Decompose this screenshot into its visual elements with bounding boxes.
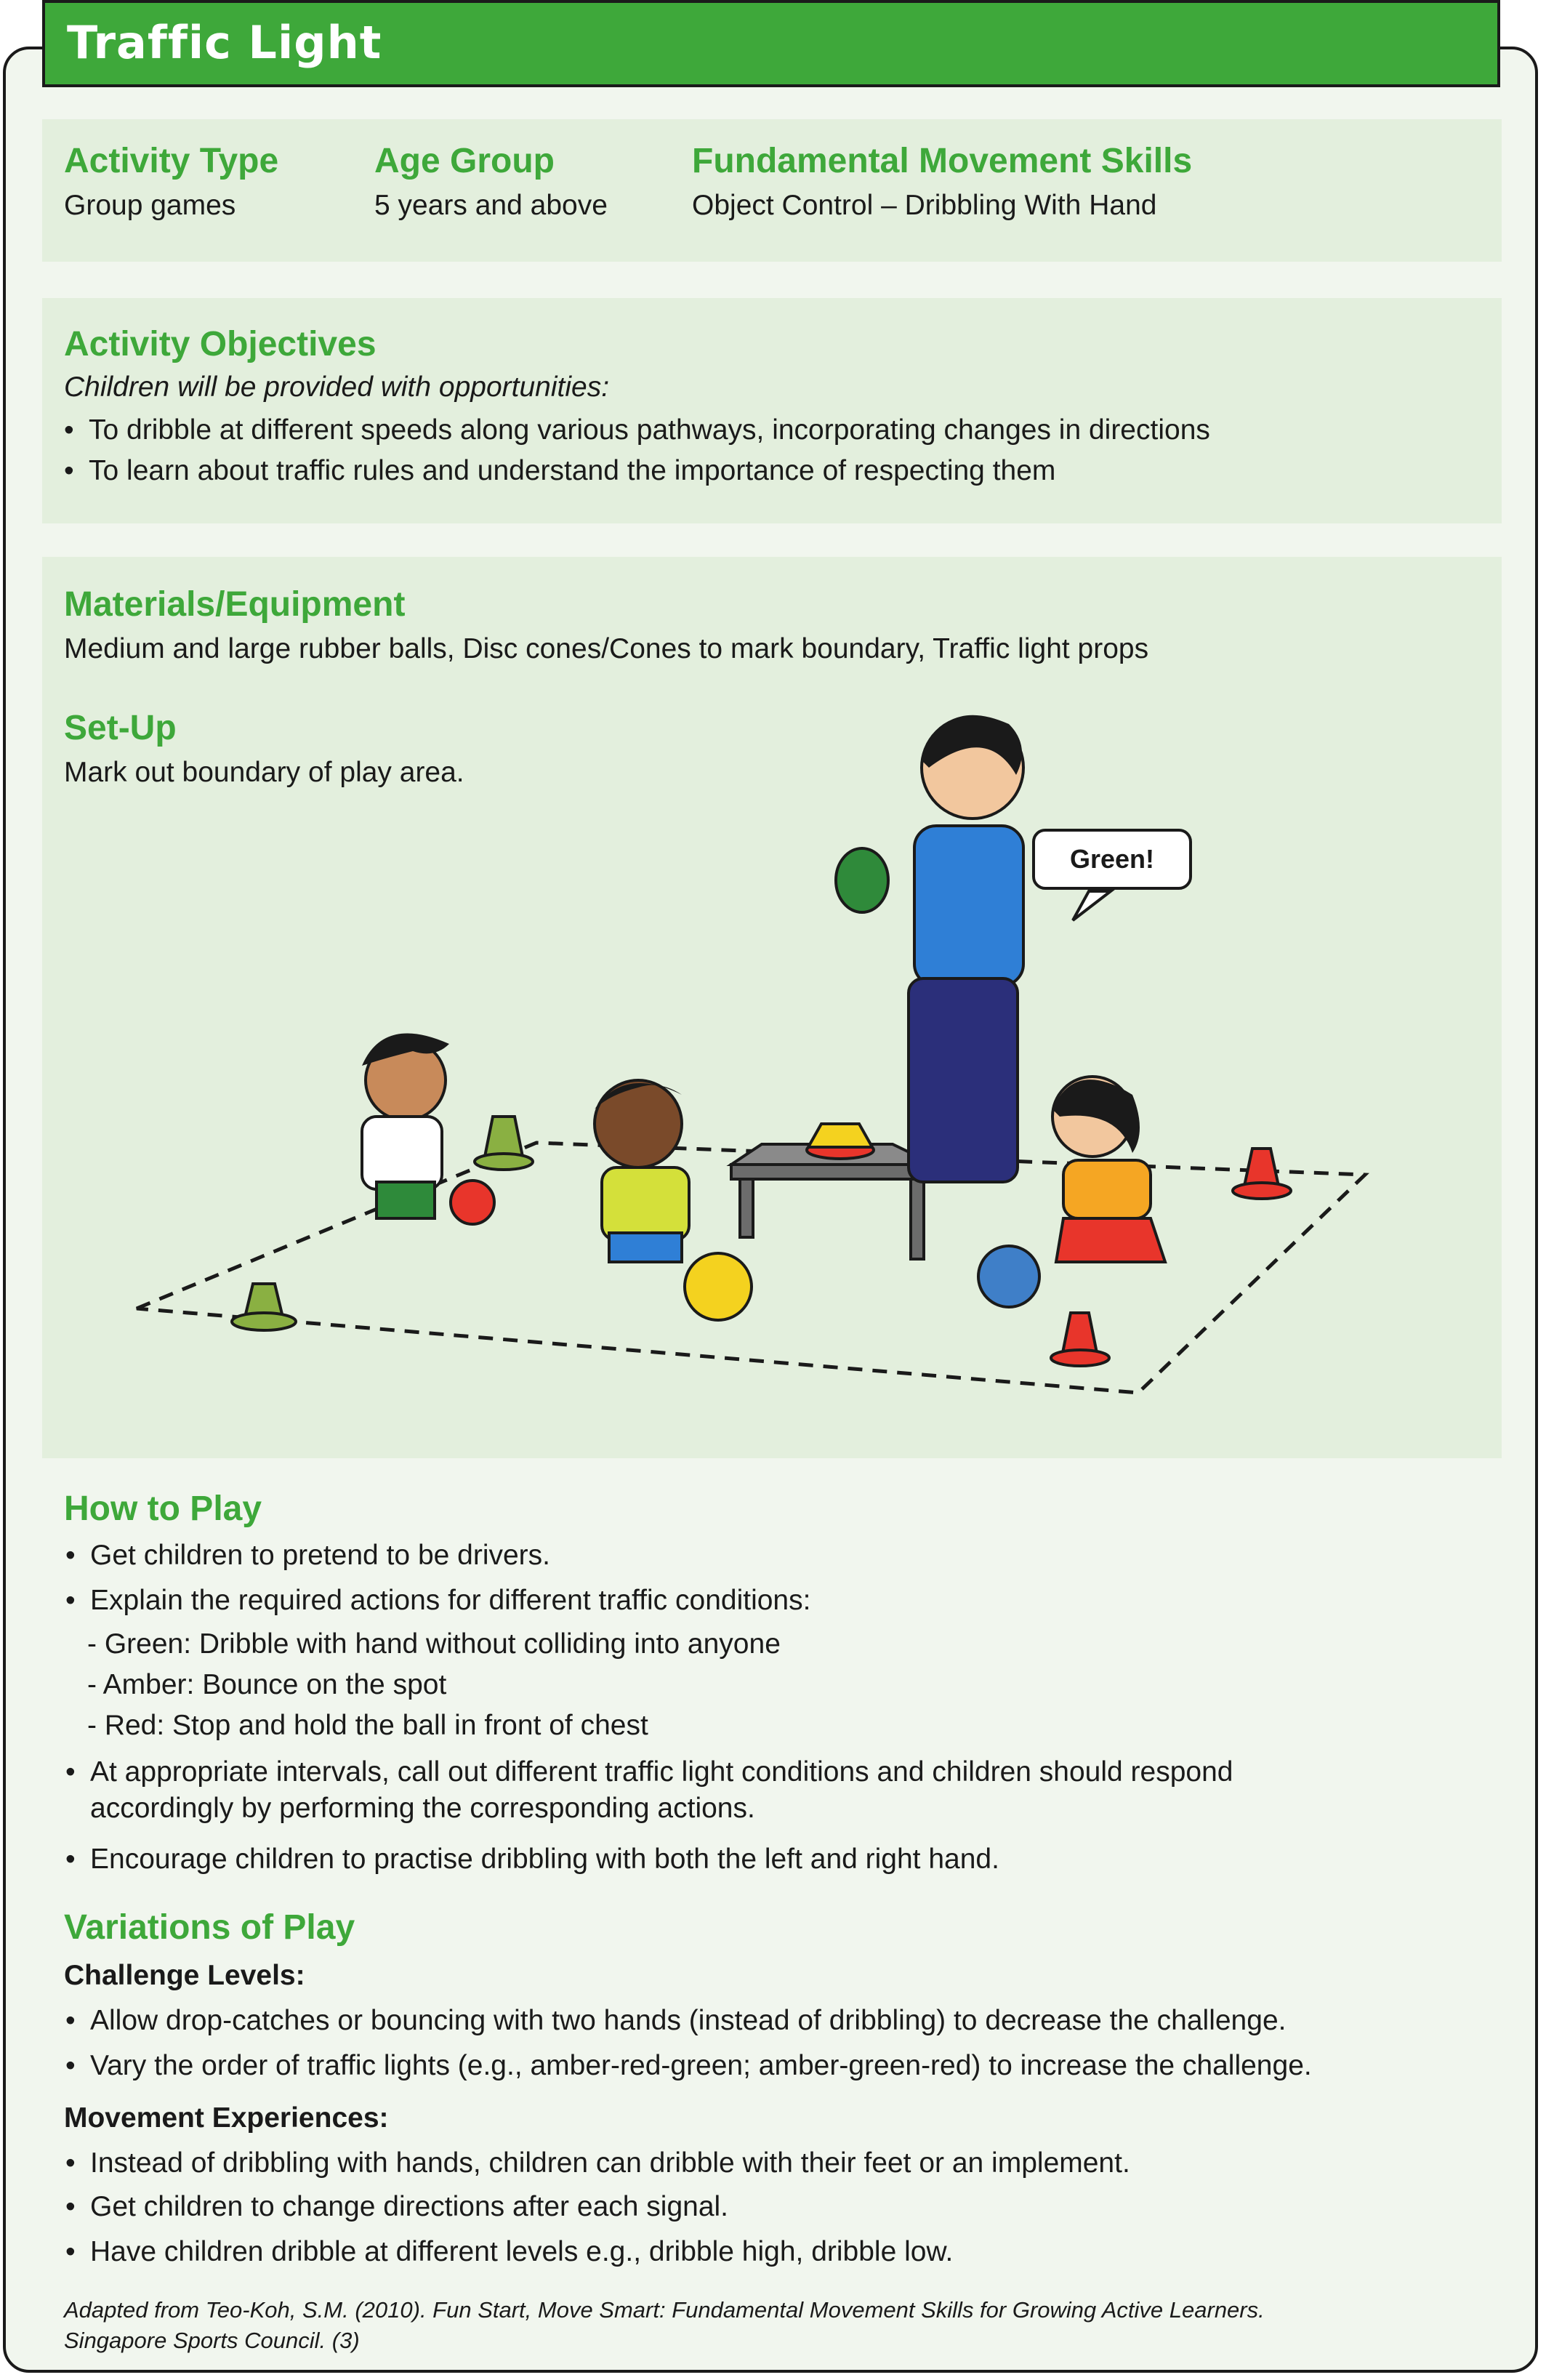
citation-line: Adapted from Teo-Koh, S.M. (2010). Fun Start, Move Smart: Fundamental Movement Skills for Growing Active Learners. <box>64 2297 1265 2323</box>
page-title: Traffic Light <box>67 16 382 69</box>
how-to-play-heading: How to Play <box>64 1489 262 1528</box>
challenge-item: • Vary the order of traffic lights (e.g., amber-red-green; amber-green-red) to increase the challenge. <box>90 2050 1312 2082</box>
how-to-play-sub-item: - Red: Stop and hold the ball in front of chest <box>87 1710 648 1741</box>
citation-line: Singapore Sports Council. (3) <box>64 2328 360 2353</box>
activity-type-heading: Activity Type <box>64 142 279 180</box>
how-to-play-item: • Get children to pretend to be drivers. <box>90 1540 550 1572</box>
skills-heading: Fundamental Movement Skills <box>692 142 1193 180</box>
how-to-play-sub-item: - Green: Dribble with hand without colliding into anyone <box>87 1628 781 1660</box>
how-to-play-item-continued: accordingly by performing the corresponding actions. <box>90 1793 755 1824</box>
objective-item: • To dribble at different speeds along various pathways, incorporating changes in directions <box>89 414 1210 446</box>
title-bar <box>42 0 1500 87</box>
materials-heading: Materials/Equipment <box>64 585 406 624</box>
child-figure <box>362 1033 494 1224</box>
cone-icon <box>475 1117 533 1170</box>
ball-icon <box>685 1253 752 1320</box>
table-icon <box>731 1124 935 1259</box>
cone-icon <box>232 1284 296 1330</box>
speech-bubble: Green! <box>1032 829 1192 890</box>
movement-item: • Instead of dribbling with hands, children can dribble with their feet or an implement. <box>90 2147 1130 2179</box>
info-panel <box>42 119 1502 262</box>
child-figure <box>595 1080 752 1320</box>
movement-item: • Get children to change directions after each signal. <box>90 2191 728 2223</box>
teacher-figure <box>836 715 1023 1182</box>
age-group-value: 5 years and above <box>374 190 608 221</box>
objectives-heading: Activity Objectives <box>64 325 377 363</box>
materials-text: Medium and large rubber balls, Disc cones/Cones to mark boundary, Traffic light props <box>64 633 1149 664</box>
objectives-intro: Children will be provided with opportunities: <box>64 371 610 403</box>
movement-heading: Movement Experiences: <box>64 2102 389 2134</box>
challenge-item: • Allow drop-catches or bouncing with two hands (instead of dribbling) to decrease the challenge. <box>90 2005 1286 2037</box>
green-disc-icon <box>836 848 888 912</box>
how-to-play-sub-item: - Amber: Bounce on the spot <box>87 1669 447 1700</box>
objectives-panel <box>42 298 1502 523</box>
ball-icon <box>451 1181 494 1224</box>
challenge-heading: Challenge Levels: <box>64 1960 305 1991</box>
skills-value: Object Control – Dribbling With Hand <box>692 190 1157 221</box>
variations-heading: Variations of Play <box>64 1908 355 1947</box>
how-to-play-item: • Explain the required actions for different traffic conditions: <box>90 1585 810 1617</box>
setup-heading: Set-Up <box>64 709 177 747</box>
cone-icon <box>1051 1313 1109 1366</box>
how-to-play-item: • Encourage children to practise dribbling with both the left and right hand. <box>90 1844 999 1876</box>
play-area-illustration <box>42 557 1502 1458</box>
how-to-play-item: • At appropriate intervals, call out different traffic light conditions and children should respond <box>90 1756 1233 1788</box>
objective-item: • To learn about traffic rules and understand the importance of respecting them <box>89 455 1055 487</box>
age-group-heading: Age Group <box>374 142 555 180</box>
ball-icon <box>978 1246 1039 1307</box>
movement-item: • Have children dribble at different levels e.g., dribble high, dribble low. <box>90 2236 953 2268</box>
setup-text: Mark out boundary of play area. <box>64 757 464 788</box>
activity-type-value: Group games <box>64 190 236 221</box>
cone-icon <box>1233 1149 1291 1199</box>
materials-setup-panel <box>42 557 1502 1458</box>
